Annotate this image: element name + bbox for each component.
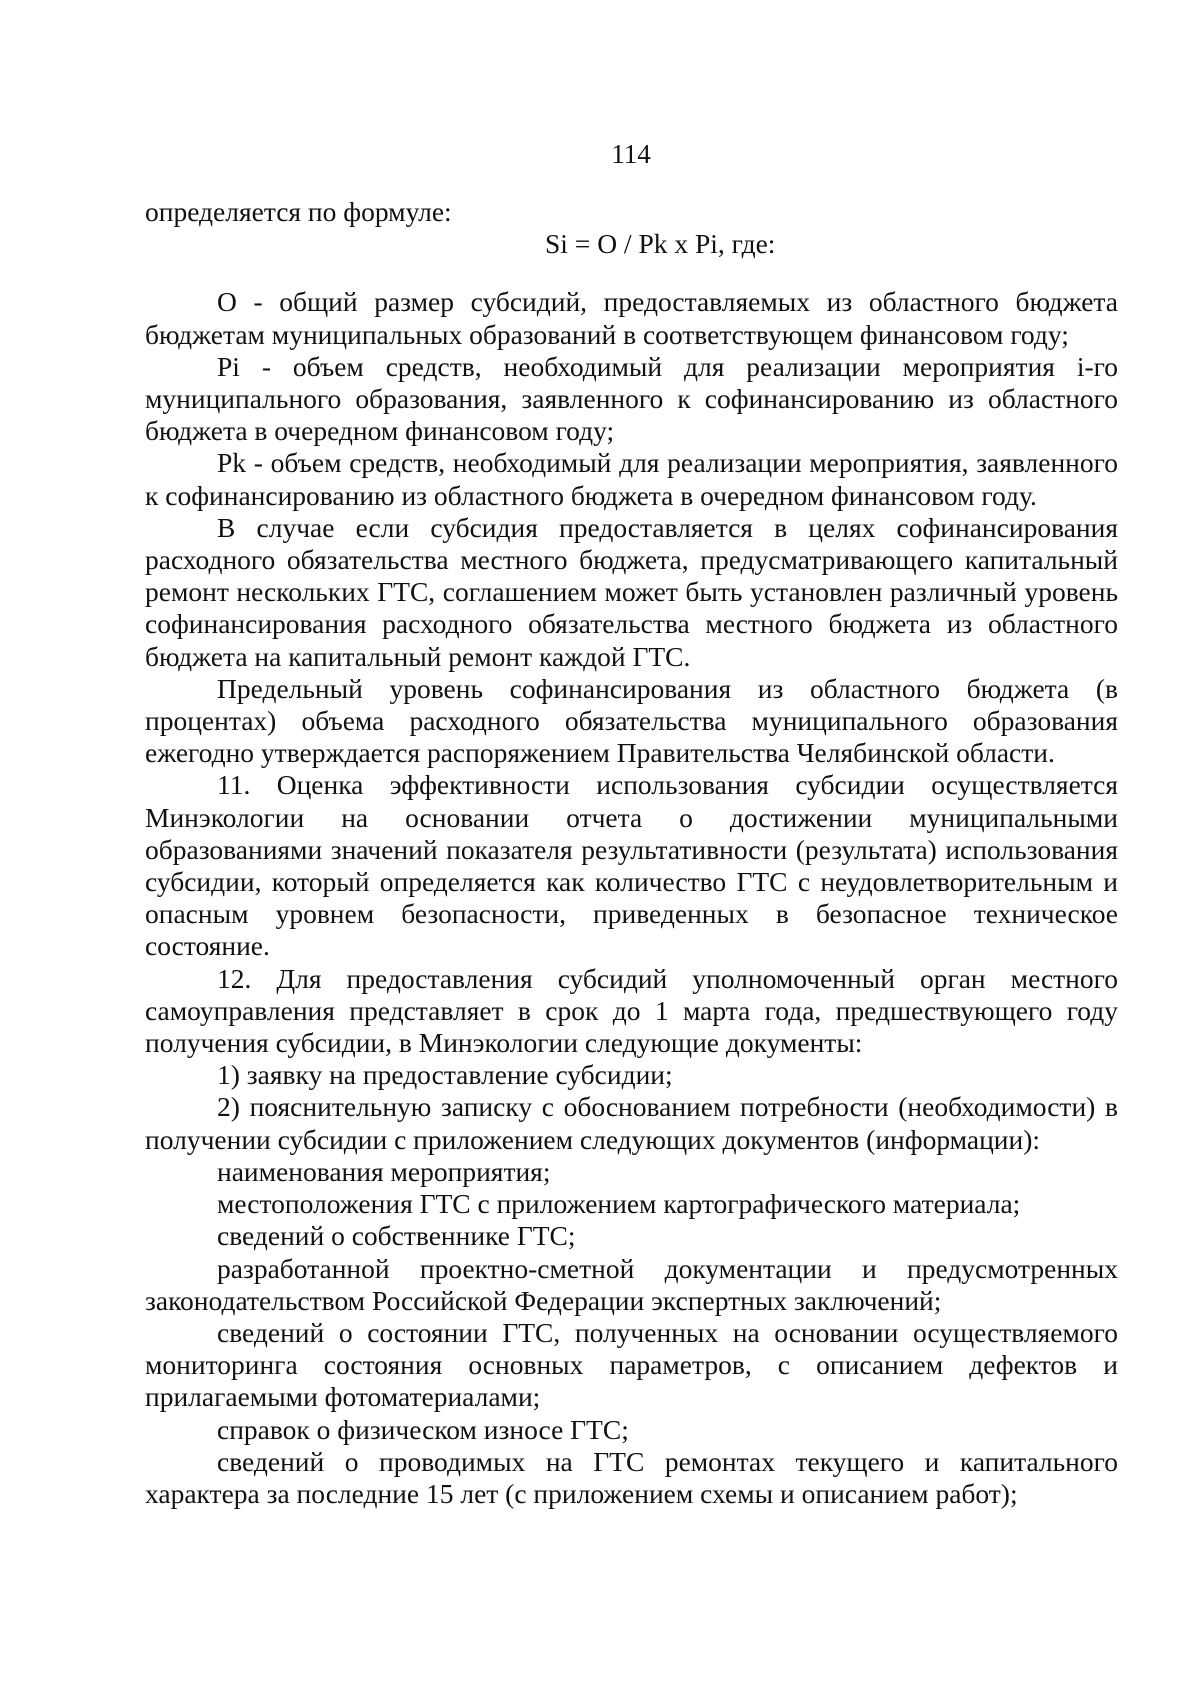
page-number: 114 (611, 139, 651, 169)
intro-line: определяется по формуле: (145, 196, 452, 227)
list-item-event-names: наименования мероприятия; (217, 1155, 551, 1187)
list-item-wear: справок о физическом износе ГТС; (217, 1413, 629, 1445)
paragraph-12-documents: 12. Для предоставления субсидий уполномоченный орган местного самоуправления представляет в срок до 1 марта года, предшествующего году получения субсидии, в Минэкологии следующие документы: (145, 962, 1118, 1059)
list-item-owner: сведений о собственнике ГТС; (217, 1220, 576, 1252)
document-body (145, 196, 1118, 1510)
list-item-explanatory-note: 2) пояснительную записку с обоснованием потребности (необходимости) в получении субсидии с приложением следующих документов (информации): (145, 1091, 1118, 1155)
list-item-condition: сведений о состоянии ГТС, полученных на основании осуществляемого мониторинга состояния основных параметров, с описанием дефектов и прилагаемыми фотоматериалами; (145, 1316, 1118, 1413)
definition-o: O - общий размер субсидий, предоставляемых из областного бюджета бюджетам муниципальных образований в соответствующем финансовом году; (145, 286, 1118, 350)
definition-pk: Pk - объем средств, необходимый для реализации мероприятия, заявленного к софинансированию из областного бюджета в очередном финансовом году. (145, 447, 1118, 511)
paragraph-max-cofinancing: Предельный уровень софинансирования из областного бюджета (в процентах) объема расходного обязательства муниципального образования ежегодно утверждается распоряжением Правительства Челябинской области. (145, 672, 1118, 769)
list-item-repairs: сведений о проводимых на ГТС ремонтах текущего и капитального характера за последние 15 лет (с приложением схемы и описанием работ); (145, 1445, 1118, 1509)
list-item-application: 1) заявку на предоставление субсидии; (217, 1059, 673, 1091)
paragraph-11-efficiency: 11. Оценка эффективности использования субсидии осуществляется Минэкологии на основании отчета о достижении муниципальными образованиями значений показателя результативности (результата) использования субсидии, который определяется как количество ГТС с неудовлетворительным и опасным уровнем безопасности, приведенных в безопасное техническое состояние. (145, 769, 1118, 962)
list-item-design-docs: разработанной проектно-сметной документации и предусмотренных законодательством Российской Федерации экспертных заключений; (145, 1252, 1118, 1316)
definition-pi: Pi - объем средств, необходимый для реализации мероприятия i-го муниципального образования, заявленного к софинансированию из областного бюджета в очередном финансовом году; (145, 350, 1118, 447)
formula: Si = O / Pk x Pi, где: (545, 228, 776, 260)
list-item-location: местоположения ГТС с приложением картографического материала; (217, 1188, 1021, 1220)
paragraph-cofinancing-levels: В случае если субсидия предоставляется в целях софинансирования расходного обязательства местного бюджета, предусматривающего капитальный ремонт нескольких ГТС, соглашением может быть установлен различный уровень софинансирования расходного обязательства местного бюджета из областного бюджета на капитальный ремонт каждой ГТС. (145, 511, 1118, 672)
